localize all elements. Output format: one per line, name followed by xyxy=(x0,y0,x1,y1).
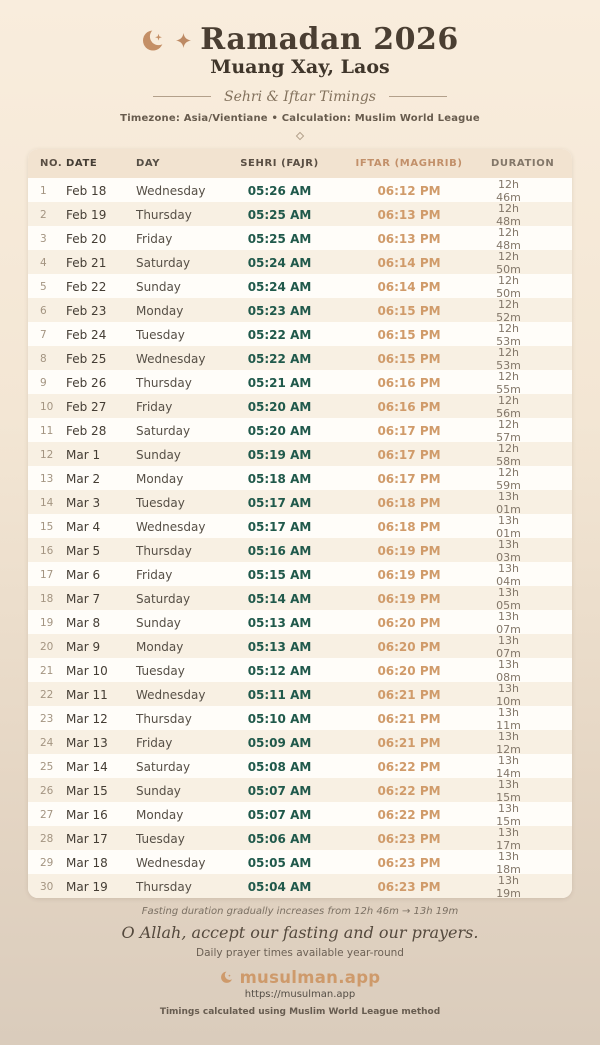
row-sehri-time: 05:06 AM xyxy=(247,831,312,846)
row-day: Tuesday xyxy=(136,663,185,678)
row-duration: 13h 19m xyxy=(496,873,521,898)
row-day: Friday xyxy=(136,399,173,414)
row-number: 25 xyxy=(40,760,54,773)
row-date: Mar 7 xyxy=(66,591,101,606)
brand-url[interactable]: https://musulman.app xyxy=(244,988,356,1000)
row-number: 5 xyxy=(40,280,47,293)
row-number: 16 xyxy=(40,544,54,557)
row-iftar-time: 06:21 PM xyxy=(377,687,441,702)
row-iftar-time: 06:18 PM xyxy=(377,495,441,510)
table-row xyxy=(28,466,572,490)
calculation-method-note: Timings calculated using Muslim World League method xyxy=(159,1006,441,1017)
row-number: 2 xyxy=(40,208,47,221)
row-day: Friday xyxy=(136,735,173,750)
page-title: Ramadan 2026 xyxy=(200,22,459,57)
row-number: 23 xyxy=(40,712,54,725)
timezone-calculation-meta: Timezone: Asia/Vientiane • Calculation: Muslim World League xyxy=(120,112,480,124)
row-iftar-time: 06:22 PM xyxy=(377,783,441,798)
row-number: 26 xyxy=(40,784,54,797)
row-iftar-time: 06:23 PM xyxy=(377,855,441,870)
row-number: 21 xyxy=(40,664,54,677)
row-day: Saturday xyxy=(136,423,191,438)
row-day: Tuesday xyxy=(136,831,185,846)
row-number: 28 xyxy=(40,832,54,845)
row-duration: 12h 55m xyxy=(496,369,521,396)
table-row xyxy=(28,178,572,202)
row-date: Mar 2 xyxy=(66,471,101,486)
row-duration: 13h 08m xyxy=(496,657,521,684)
row-date: Mar 11 xyxy=(66,687,108,702)
row-duration: 12h 46m xyxy=(496,177,521,204)
row-sehri-time: 05:25 AM xyxy=(247,231,312,246)
sparkle-icon xyxy=(176,33,191,48)
row-sehri-time: 05:07 AM xyxy=(247,807,312,822)
row-day: Saturday xyxy=(136,759,191,774)
row-iftar-time: 06:16 PM xyxy=(377,399,441,414)
row-duration: 13h 07m xyxy=(496,633,521,660)
table-row xyxy=(28,538,572,562)
row-date: Feb 22 xyxy=(66,279,107,294)
row-date: Feb 27 xyxy=(66,399,107,414)
row-day: Thursday xyxy=(136,207,192,222)
brand-name: musulman.app xyxy=(239,967,381,987)
row-sehri-time: 05:09 AM xyxy=(247,735,312,750)
table-row xyxy=(28,226,572,250)
row-sehri-time: 05:25 AM xyxy=(247,207,312,222)
row-day: Wednesday xyxy=(136,519,206,534)
row-sehri-time: 05:05 AM xyxy=(247,855,312,870)
row-duration: 12h 53m xyxy=(496,345,521,372)
row-iftar-time: 06:21 PM xyxy=(377,711,441,726)
row-day: Sunday xyxy=(136,615,181,630)
row-day: Tuesday xyxy=(136,327,185,342)
row-day: Sunday xyxy=(136,279,181,294)
row-duration: 12h 48m xyxy=(496,225,521,252)
row-day: Wednesday xyxy=(136,687,206,702)
row-iftar-time: 06:19 PM xyxy=(377,567,441,582)
table-row xyxy=(28,682,572,706)
diamond-separator-icon xyxy=(296,132,304,140)
table-row xyxy=(28,826,572,850)
crescent-moon-icon xyxy=(141,27,167,53)
row-iftar-time: 06:12 PM xyxy=(377,183,441,198)
table-row xyxy=(28,874,572,898)
row-number: 7 xyxy=(40,328,47,341)
row-iftar-time: 06:21 PM xyxy=(377,735,441,750)
row-duration: 12h 57m xyxy=(496,417,521,444)
row-date: Mar 3 xyxy=(66,495,101,510)
row-day: Sunday xyxy=(136,447,181,462)
row-date: Mar 1 xyxy=(66,447,101,462)
table-row xyxy=(28,610,572,634)
row-duration: 13h 04m xyxy=(496,561,521,588)
row-sehri-time: 05:26 AM xyxy=(247,183,312,198)
table-row xyxy=(28,850,572,874)
row-sehri-time: 05:15 AM xyxy=(247,567,312,582)
row-date: Mar 13 xyxy=(66,735,108,750)
table-row xyxy=(28,586,572,610)
col-header-date: DATE xyxy=(66,157,98,169)
col-header-day: DAY xyxy=(136,157,161,169)
row-iftar-time: 06:16 PM xyxy=(377,375,441,390)
row-iftar-time: 06:18 PM xyxy=(377,519,441,534)
row-date: Mar 12 xyxy=(66,711,108,726)
row-sehri-time: 05:22 AM xyxy=(247,351,312,366)
row-number: 29 xyxy=(40,856,54,869)
row-sehri-time: 05:11 AM xyxy=(247,687,312,702)
row-duration: 13h 01m xyxy=(496,513,521,540)
table-row xyxy=(28,634,572,658)
row-sehri-time: 05:24 AM xyxy=(247,279,312,294)
row-sehri-time: 05:19 AM xyxy=(247,447,312,462)
row-iftar-time: 06:19 PM xyxy=(377,543,441,558)
row-duration: 12h 50m xyxy=(496,273,521,300)
table-header-row xyxy=(28,149,572,178)
row-iftar-time: 06:17 PM xyxy=(377,447,441,462)
row-date: Mar 14 xyxy=(66,759,108,774)
row-sehri-time: 05:07 AM xyxy=(247,783,312,798)
row-date: Feb 28 xyxy=(66,423,107,438)
table-row xyxy=(28,418,572,442)
row-date: Mar 6 xyxy=(66,567,101,582)
col-header-no: NO. xyxy=(40,157,63,169)
row-date: Feb 20 xyxy=(66,231,107,246)
row-day: Wednesday xyxy=(136,351,206,366)
row-duration: 13h 05m xyxy=(496,585,521,612)
table-row xyxy=(28,514,572,538)
page-header xyxy=(0,0,600,55)
row-date: Feb 23 xyxy=(66,303,107,318)
row-iftar-time: 06:15 PM xyxy=(377,303,441,318)
row-number: 13 xyxy=(40,472,54,485)
row-date: Mar 19 xyxy=(66,879,108,894)
row-number: 12 xyxy=(40,448,54,461)
row-iftar-time: 06:15 PM xyxy=(377,351,441,366)
row-duration: 13h 12m xyxy=(496,729,521,756)
row-date: Mar 15 xyxy=(66,783,108,798)
row-duration: 12h 59m xyxy=(496,465,521,492)
subtitle-text: Sehri & Iftar Timings xyxy=(224,88,376,105)
row-day: Monday xyxy=(136,303,184,318)
row-sehri-time: 05:22 AM xyxy=(247,327,312,342)
row-day: Friday xyxy=(136,567,173,582)
row-number: 22 xyxy=(40,688,54,701)
row-sehri-time: 05:04 AM xyxy=(247,879,312,894)
row-sehri-time: 05:21 AM xyxy=(247,375,312,390)
row-date: Mar 8 xyxy=(66,615,101,630)
row-date: Feb 24 xyxy=(66,327,107,342)
row-iftar-time: 06:13 PM xyxy=(377,207,441,222)
row-day: Saturday xyxy=(136,255,191,270)
row-date: Feb 18 xyxy=(66,183,107,198)
row-sehri-time: 05:18 AM xyxy=(247,471,312,486)
row-duration: 13h 18m xyxy=(496,849,521,876)
row-number: 19 xyxy=(40,616,54,629)
row-iftar-time: 06:13 PM xyxy=(377,231,441,246)
dua-quote: O Allah, accept our fasting and our prayers. xyxy=(121,922,479,942)
row-number: 27 xyxy=(40,808,54,821)
row-day: Monday xyxy=(136,471,184,486)
row-date: Feb 21 xyxy=(66,255,107,270)
row-number: 9 xyxy=(40,376,47,389)
availability-note: Daily prayer times available year-round xyxy=(196,946,404,959)
row-iftar-time: 06:23 PM xyxy=(377,831,441,846)
row-duration: 12h 58m xyxy=(496,441,521,468)
table-row xyxy=(28,490,572,514)
row-day: Friday xyxy=(136,231,173,246)
row-duration: 12h 50m xyxy=(496,249,521,276)
row-number: 1 xyxy=(40,184,47,197)
subtitle-divider xyxy=(0,89,600,105)
row-sehri-time: 05:23 AM xyxy=(247,303,312,318)
divider-line-right xyxy=(389,96,447,97)
row-number: 4 xyxy=(40,256,47,269)
row-number: 20 xyxy=(40,640,54,653)
timings-table xyxy=(28,149,572,898)
location-title: Muang Xay, Laos xyxy=(210,56,390,78)
brand-crescent-icon xyxy=(220,970,234,984)
table-row xyxy=(28,298,572,322)
row-iftar-time: 06:17 PM xyxy=(377,423,441,438)
row-number: 3 xyxy=(40,232,47,245)
row-duration: 13h 10m xyxy=(496,681,521,708)
row-date: Mar 18 xyxy=(66,855,108,870)
row-iftar-time: 06:20 PM xyxy=(377,639,441,654)
row-day: Saturday xyxy=(136,591,191,606)
row-date: Mar 4 xyxy=(66,519,101,534)
row-day: Thursday xyxy=(136,375,192,390)
row-date: Feb 26 xyxy=(66,375,107,390)
row-duration: 12h 48m xyxy=(496,201,521,228)
brand-link[interactable] xyxy=(0,968,600,987)
col-header-duration: DURATION xyxy=(491,157,555,169)
row-number: 6 xyxy=(40,304,47,317)
table-row xyxy=(28,706,572,730)
row-iftar-time: 06:14 PM xyxy=(377,279,441,294)
row-date: Mar 17 xyxy=(66,831,108,846)
col-header-iftar: IFTAR (MAGHRIB) xyxy=(355,157,463,169)
row-duration: 12h 53m xyxy=(496,321,521,348)
row-number: 15 xyxy=(40,520,54,533)
row-sehri-time: 05:10 AM xyxy=(247,711,312,726)
table-row xyxy=(28,370,572,394)
row-day: Monday xyxy=(136,807,184,822)
row-duration: 12h 52m xyxy=(496,297,521,324)
table-row xyxy=(28,346,572,370)
table-row xyxy=(28,778,572,802)
row-sehri-time: 05:20 AM xyxy=(247,399,312,414)
row-iftar-time: 06:20 PM xyxy=(377,615,441,630)
row-number: 30 xyxy=(40,880,54,893)
row-duration: 13h 15m xyxy=(496,777,521,804)
row-date: Mar 10 xyxy=(66,663,108,678)
table-body xyxy=(28,178,572,898)
table-row xyxy=(28,658,572,682)
row-date: Feb 25 xyxy=(66,351,107,366)
row-duration: 13h 11m xyxy=(496,705,521,732)
row-date: Feb 19 xyxy=(66,207,107,222)
row-day: Wednesday xyxy=(136,855,206,870)
row-day: Tuesday xyxy=(136,495,185,510)
row-sehri-time: 05:12 AM xyxy=(247,663,312,678)
table-row xyxy=(28,322,572,346)
row-duration: 13h 03m xyxy=(496,537,521,564)
row-number: 8 xyxy=(40,352,47,365)
row-sehri-time: 05:20 AM xyxy=(247,423,312,438)
row-iftar-time: 06:23 PM xyxy=(377,879,441,894)
row-duration: 12h 56m xyxy=(496,393,521,420)
row-sehri-time: 05:24 AM xyxy=(247,255,312,270)
row-sehri-time: 05:08 AM xyxy=(247,759,312,774)
row-iftar-time: 06:22 PM xyxy=(377,807,441,822)
row-duration: 13h 17m xyxy=(496,825,521,852)
fasting-duration-note: Fasting duration gradually increases from 12h 46m → 13h 19m xyxy=(141,905,459,917)
row-iftar-time: 06:17 PM xyxy=(377,471,441,486)
table-row xyxy=(28,394,572,418)
table-row xyxy=(28,442,572,466)
row-number: 11 xyxy=(40,424,54,437)
row-sehri-time: 05:17 AM xyxy=(247,519,312,534)
row-day: Wednesday xyxy=(136,183,206,198)
row-number: 10 xyxy=(40,400,54,413)
row-number: 24 xyxy=(40,736,54,749)
row-date: Mar 16 xyxy=(66,807,108,822)
row-date: Mar 9 xyxy=(66,639,101,654)
table-row xyxy=(28,802,572,826)
col-header-sehri: SEHRI (FAJR) xyxy=(240,157,319,169)
row-duration: 13h 01m xyxy=(496,489,521,516)
table-row xyxy=(28,202,572,226)
row-iftar-time: 06:14 PM xyxy=(377,255,441,270)
table-row xyxy=(28,250,572,274)
table-row xyxy=(28,730,572,754)
row-iftar-time: 06:15 PM xyxy=(377,327,441,342)
divider-line-left xyxy=(153,96,211,97)
row-day: Thursday xyxy=(136,711,192,726)
row-duration: 13h 14m xyxy=(496,753,521,780)
row-day: Monday xyxy=(136,639,184,654)
row-duration: 13h 07m xyxy=(496,609,521,636)
row-day: Sunday xyxy=(136,783,181,798)
row-iftar-time: 06:22 PM xyxy=(377,759,441,774)
table-row xyxy=(28,562,572,586)
row-day: Thursday xyxy=(136,879,192,894)
row-number: 14 xyxy=(40,496,54,509)
row-sehri-time: 05:13 AM xyxy=(247,639,312,654)
row-sehri-time: 05:13 AM xyxy=(247,615,312,630)
row-iftar-time: 06:19 PM xyxy=(377,591,441,606)
row-number: 18 xyxy=(40,592,54,605)
table-row xyxy=(28,274,572,298)
row-sehri-time: 05:14 AM xyxy=(247,591,312,606)
row-duration: 13h 15m xyxy=(496,801,521,828)
row-iftar-time: 06:20 PM xyxy=(377,663,441,678)
row-day: Thursday xyxy=(136,543,192,558)
row-number: 17 xyxy=(40,568,54,581)
row-date: Mar 5 xyxy=(66,543,101,558)
row-sehri-time: 05:17 AM xyxy=(247,495,312,510)
row-sehri-time: 05:16 AM xyxy=(247,543,312,558)
table-row xyxy=(28,754,572,778)
